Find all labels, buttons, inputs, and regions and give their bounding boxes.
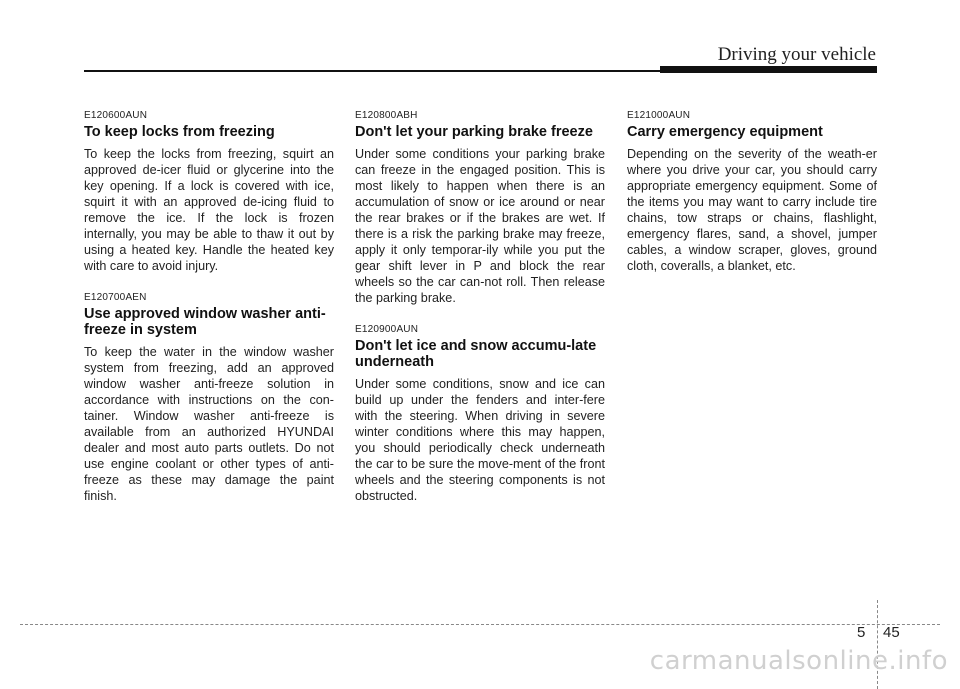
- section-heading: Carry emergency equipment: [627, 124, 823, 140]
- section-ice-snow: [355, 324, 605, 504]
- watermark: carmanualsonline.info: [649, 646, 948, 676]
- column-3: [627, 110, 877, 292]
- section-code: E121000AUN: [627, 110, 691, 121]
- section-heading: Don't let ice and snow accumu-late underneath: [355, 338, 597, 370]
- section-body: Depending on the severity of the weath-er where you drive your car, you should carry appropriate emergency equipment. Some of the items you may want to carry include tire chains, tow straps or chains, flashlight, emergency flares, sand, a shovel, jumper cables, a window scraper, gloves, ground cloth, coveralls, a blanket, etc.: [627, 147, 877, 273]
- section-locks-freezing: [84, 110, 334, 274]
- section-code: E120800ABH: [355, 110, 418, 121]
- section-heading: Use approved window washer anti-freeze in system: [84, 306, 326, 338]
- section-body: To keep the locks from freezing, squirt an approved de-icer fluid or glycerine into the key opening. If a lock is covered with ice, squirt it with an approved de-icing fluid to remove the ice. If the lock is frozen internally, you may be able to thaw it out by using a heated key. Handle the heated key with care to avoid injury.: [84, 147, 334, 273]
- section-body: Under some conditions, snow and ice can build up under the fenders and inter-fere with the steering. When driving in severe winter conditions where this may happen, you should periodically check underneath the car to be sure the move-ment of the front wheels and the steering components is not obstructed.: [355, 377, 605, 503]
- column-2: [355, 110, 605, 522]
- section-body: Under some conditions your parking brake can freeze in the engaged position. This is most likely to happen when there is an accumulation of snow or ice around or near the rear brakes or if the brakes are wet. If there is a risk the parking brake may freeze, apply it only temporar-ily while you put the gear shift lever in P and block the rear wheels so the car can-not roll. Then release the parking brake.: [355, 147, 605, 305]
- chapter-number: 5: [857, 624, 866, 641]
- section-code: E120900AUN: [355, 324, 419, 335]
- section-heading: To keep locks from freezing: [84, 124, 275, 140]
- header-title: Driving your vehicle: [717, 44, 876, 65]
- section-washer-antifreeze: [84, 292, 334, 504]
- footer-divider: [20, 624, 940, 625]
- section-body: To keep the water in the window washer system from freezing, add an approved window washer anti-freeze solution in accordance with instructions on the con-tainer. Window washer anti-freeze is available from an authorized HYUNDAI dealer and most auto parts outlets. Do not use engine coolant or other types of anti-freeze as these may damage the paint finish.: [84, 345, 334, 503]
- section-parking-brake: [355, 110, 605, 306]
- section-emergency-equipment: [627, 110, 877, 274]
- column-1: [84, 110, 334, 522]
- header-rule: [84, 70, 664, 72]
- page-number: 45: [883, 624, 900, 641]
- section-code: E120700AEN: [84, 292, 147, 303]
- section-heading: Don't let your parking brake freeze: [355, 124, 593, 140]
- section-code: E120600AUN: [84, 110, 148, 121]
- header-rule-accent: [660, 66, 877, 73]
